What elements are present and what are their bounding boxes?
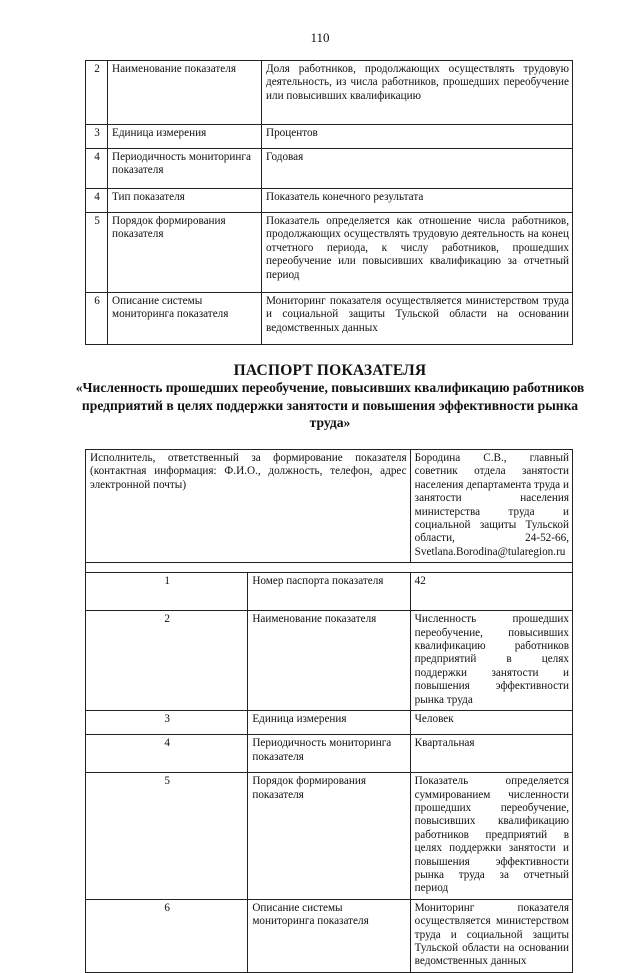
row-value: 42 [410, 573, 572, 611]
row-number: 4 [86, 189, 108, 213]
executor-label: Исполнитель, ответственный за формирование показателя (контактная информация: Ф.И.О., должность, телефон, адрес электронной почты) [86, 450, 411, 563]
table-row [86, 773, 573, 900]
row-label: Периодичность мониторинга показателя [248, 735, 410, 773]
row-value: Мониторинг показателя осуществляется министерством труда и социальной защиты Тульской области на основании ведомственных данных [262, 293, 573, 345]
table-row [86, 149, 573, 189]
row-value: Процентов [262, 125, 573, 149]
table-row [86, 611, 573, 711]
table-row [86, 213, 573, 293]
row-number: 6 [86, 293, 108, 345]
table-row [86, 189, 573, 213]
row-value: Численность прошедших переобучение, повысивших квалификацию работников предприятий в целях поддержки занятости и повышения эффективности рынка труда [410, 611, 572, 711]
row-number: 5 [86, 213, 108, 293]
passport-title [70, 362, 590, 432]
table-row [86, 735, 573, 773]
row-label: Описание системы мониторинга показателя [108, 293, 262, 345]
table-row [86, 573, 573, 611]
passport-heading: ПАСПОРТ ПОКАЗАТЕЛЯ [233, 362, 427, 379]
row-value: Показатель определяется как отношение числа работников, продолжающих осуществлять трудовую деятельность на конец отчетного периода, к числу работников, прошедших переобучение или повысивших квалификацию за отчетный период [262, 213, 573, 293]
table-spacer [86, 563, 573, 573]
row-number: 1 [86, 573, 248, 611]
table-row [86, 711, 573, 735]
row-number: 4 [86, 149, 108, 189]
row-value: Показатель конечного результата [262, 189, 573, 213]
page-number: 110 [310, 30, 330, 45]
row-number: 3 [86, 711, 248, 735]
row-label: Наименование показателя [248, 611, 410, 711]
table-row [86, 61, 573, 125]
spacer-cell [86, 563, 573, 573]
row-value: Показатель определяется суммированием численности прошедших переобучение, повысивших квалификацию работников предприятий в целях поддержки занятости и повышения эффективности рынка труда за отчетный период [410, 773, 572, 900]
row-label: Порядок формирования показателя [108, 213, 262, 293]
table-row [86, 899, 573, 972]
row-label: Описание системы мониторинга показателя [248, 899, 410, 972]
row-number: 2 [86, 611, 248, 711]
row-number: 2 [86, 61, 108, 125]
row-label: Единица измерения [248, 711, 410, 735]
row-label: Периодичность мониторинга показателя [108, 149, 262, 189]
row-number: 3 [86, 125, 108, 149]
row-value: Квартальная [410, 735, 572, 773]
row-value: Мониторинг показателя осуществляется министерством труда и социальной защиты Тульской области на основании ведомственных данных [410, 899, 572, 972]
executor-value: Бородина С.В., главный советник отдела занятости населения департамента труда и занятости населения министерства труда и социальной защиты Тульской области, 24-52-66, Svetlana.Borodina@tularegion.ru [410, 450, 572, 563]
row-number: 5 [86, 773, 248, 900]
row-number: 4 [86, 735, 248, 773]
row-value: Доля работников, продолжающих осуществлять трудовую деятельность, из числа работников, прошедших переобучение или повысивших квалификацию [262, 61, 573, 125]
row-label: Порядок формирования показателя [248, 773, 410, 900]
row-number: 6 [86, 899, 248, 972]
row-label: Тип показателя [108, 189, 262, 213]
row-value: Человек [410, 711, 572, 735]
indicator-passport-table [85, 449, 573, 973]
indicator-table-continued [85, 60, 573, 345]
passport-subtitle: «Численность прошедших переобучение, повысивших квалификацию работников предприятий в целях поддержки занятости и повышения эффективности рынка труда» [75, 380, 585, 430]
row-value: Годовая [262, 149, 573, 189]
row-label: Единица измерения [108, 125, 262, 149]
table-row [86, 125, 573, 149]
table-row [86, 293, 573, 345]
executor-row [86, 450, 573, 563]
row-label: Номер паспорта показателя [248, 573, 410, 611]
row-label: Наименование показателя [108, 61, 262, 125]
